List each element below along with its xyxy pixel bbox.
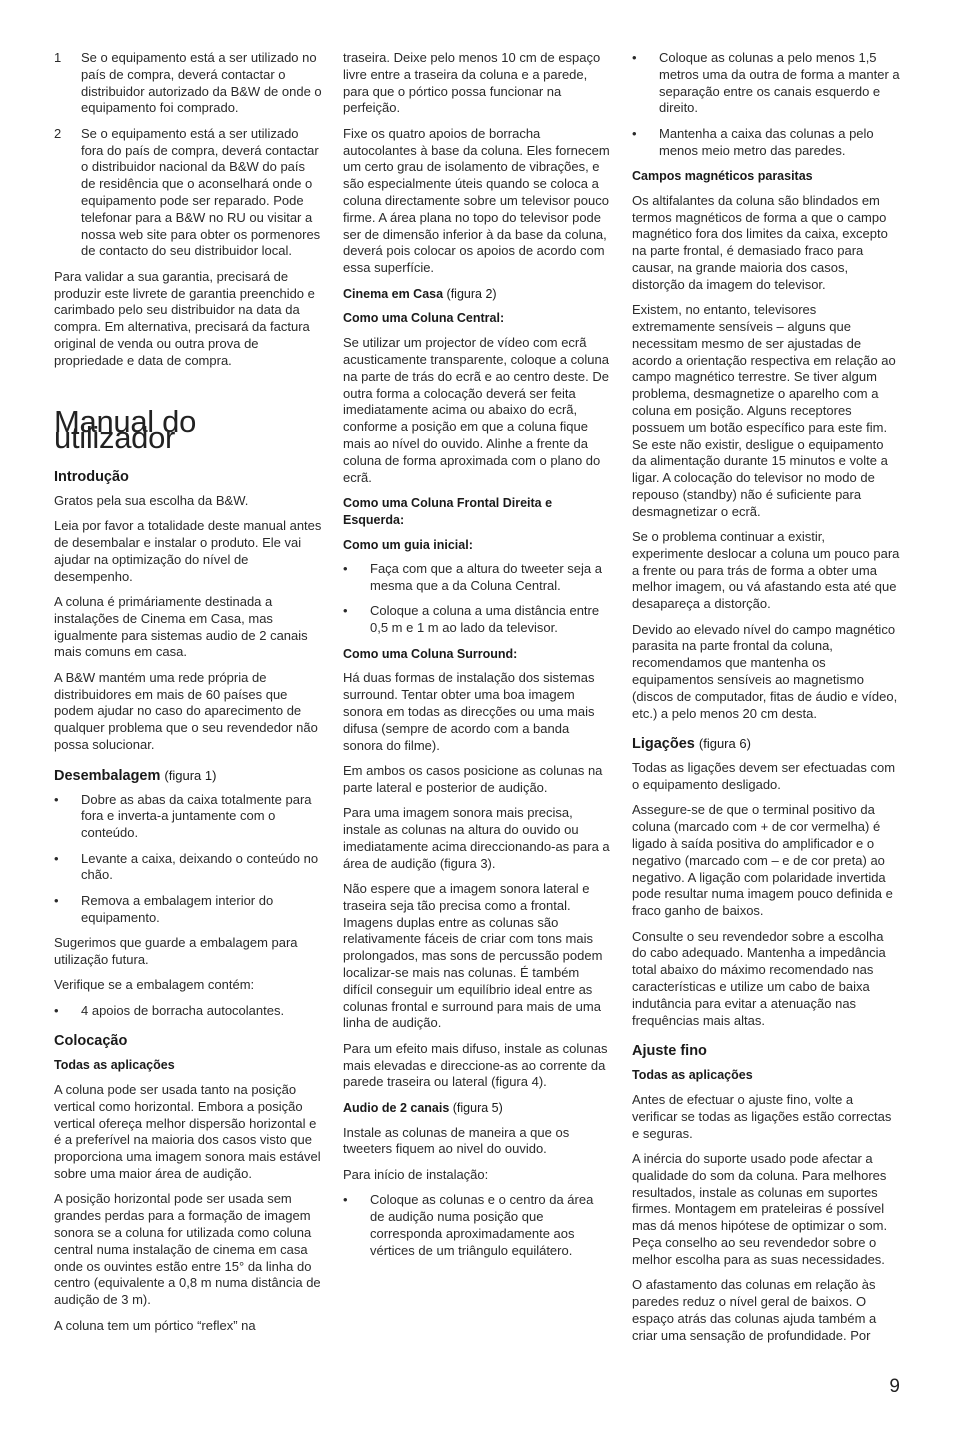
paragraph: A coluna é primáriamente destinada a instalações de Cinema em Casa, mas igualmente para sistemas audio de 2 canais mais comuns em casa. [54, 594, 308, 660]
bullet-item [54, 1003, 322, 1020]
subheading-audio-2-canais [343, 1100, 611, 1117]
bullet-marker: • [54, 1002, 59, 1018]
column-1 [54, 50, 322, 1343]
paragraph: Devido ao elevado nível do campo magnético parasita na parte frontal da coluna, recomendamos que mantenha os equipamentos sensíveis ao magnetismo (discos de computador, fitas de áudio e vídeo, etc.) a pelo menos 20 cm desta. [632, 621, 898, 721]
bullet-marker: • [343, 561, 348, 577]
bullet-item [343, 603, 611, 637]
paragraph: Sugerimos que guarde a embalagem para utilização futura. [54, 935, 298, 967]
paragraph: Não espere que a imagem sonora lateral e traseira seja tão precisa como a frontal. Imagens duplas entre as colunas são relativamente fáceis de criar com tons mais prolongados, mas sons de percussão podem localizar-se mais nas colunas. É também difícil conseguir um equilíbrio ideal entre as colunas frontal e surround para mais de uma linha de audição. [343, 881, 603, 1031]
bullet-item [343, 1192, 611, 1259]
subheading-todas-aplicacoes: Todas as aplicações [54, 1058, 175, 1073]
paragraph: Todas as ligações devem ser efectuadas com o equipamento desligado. [632, 760, 896, 793]
bullet-marker: • [343, 1192, 348, 1208]
heading-text: Ajuste fino [632, 1043, 707, 1060]
bullet-text: Dobre as abas da caixa totalmente para fora e inverta-a juntamente com o conteúdo. [81, 791, 312, 841]
subheading-todas-aplicacoes: Todas as aplicações [632, 1068, 753, 1083]
paragraph: Os altifalantes da coluna são blindados em termos magnéticos de forma a que o campo magnético fora dos limites da caixa, excepto na parte frontal, é demasiado fraco para causar, na grande maioria dos casos, distorção da imagem do televisor. [632, 192, 888, 292]
paragraph: A posição horizontal pode ser usada sem grandes perdas para a formação de imagem sonora se a coluna for utilizada como coluna central numa instalação de cinema em casa onde os ouvintes estão entre 15° da linha do centro (equivalente a 0,8 m numa distância de audição de 3 m). [54, 1191, 321, 1308]
paragraph: Gratos pela sua escolha da B&W. [54, 492, 249, 508]
subheading-campos-magneticos: Campos magnéticos parasitas [632, 168, 813, 183]
subheading-coluna-surround: Como uma Coluna Surround: [343, 646, 518, 661]
bullet-item [632, 50, 900, 117]
subheading-text: Audio de 2 canais [343, 1100, 450, 1115]
paragraph: Existem, no entanto, televisores extremamente sensíveis – alguns que necessitam mesmo de ser ajustadas de acordo a orientação respectiva em relação ao campo magnético terrestre. Se tiver algum problema, desmagnetize o aparelho com a coluna em posição. Alguns receptores possuem um botão específico para este fim. Se este não existir, desligue o equipamento da alimentação durante 15 minutos e volte a ligar. A colocação do televisor no modo de repouso (standby) não é suficiente para desmagnetizar o ecrã. [632, 302, 896, 519]
bullet-marker: • [54, 791, 59, 807]
heading-text: Ligações [632, 736, 695, 753]
subheading-guia-inicial: Como um guia inicial: [343, 537, 473, 552]
paragraph: Verifique se a embalagem contém: [54, 977, 255, 993]
heading-ligacoes [632, 736, 900, 753]
item-number: 1 [54, 50, 62, 65]
column-2 [343, 50, 611, 1268]
bullet-text: Mantenha a caixa das colunas a pelo menos meio metro das paredes. [659, 125, 874, 158]
paragraph: Se o problema continuar a existir, experimente deslocar a coluna um pouco para a frente ou para trás de forma a obter uma melhor imagem, ou vá afastando esta até que desapareça a distorção. [632, 529, 900, 612]
item-number: 2 [54, 125, 62, 141]
bullet-item [343, 561, 611, 595]
item-text: Se o equipamento está a ser utilizado no país de compra, deverá contactar o distribuidor autorizado da B&W de onde o equipamento foi comprado. [81, 50, 322, 116]
bullet-text: 4 apoios de borracha autocolantes. [81, 1002, 285, 1018]
bullet-marker: • [632, 125, 637, 141]
paragraph: Antes de efectuar o ajuste fino, volte a verificar se todas as ligações estão correctas e seguras. [632, 1091, 892, 1141]
paragraph: Para validar a sua garantia, precisará de produzir este livrete de garantia preenchido e carimbado pelo seu distribuidor na data da compra. Em alternativa, precisará da factura original de venda ou outra prova de propriedade e data de compra. [54, 268, 315, 368]
paragraph: Consulte o seu revendedor sobre a escolha do cabo adequado. Mantenha a impedância total abaixo do máximo recomendado nas características e utilize um cabo de baixa indutância para evitar a atenuação nas frequências mais altas. [632, 928, 886, 1028]
paragraph: A inércia do suporte usado pode afectar a qualidade do som da coluna. Para melhores resultados, instale as colunas em suportes firmes. Montagem em prateleiras é possível mas dá menos hipótese de optimizar o som. Peça conselho ao seu revendedor sobre o melhor escolha para as suas necessidades. [632, 1150, 888, 1267]
bullet-item [632, 126, 900, 160]
heading-colocacao [54, 1033, 322, 1050]
heading-text: Colocação [54, 1033, 128, 1050]
heading-text: Introdução [54, 469, 129, 486]
heading-text: Desembalagem [54, 767, 161, 784]
numbered-item [54, 126, 322, 260]
bullet-text: Faça com que a altura do tweeter seja a mesma que a da Coluna Central. [370, 561, 602, 594]
heading-ajuste-fino [632, 1043, 900, 1060]
bullet-text: Remova a embalagem interior do equipamento. [81, 892, 274, 925]
paragraph: Para uma imagem sonora mais precisa, instale as colunas na altura do ouvido ou imediatamente acima direccionando-as para a área de audição (figura 3). [343, 805, 610, 871]
subheading-coluna-central: Como uma Coluna Central: [343, 311, 505, 326]
item-text: Se o equipamento está a ser utilizado fora do país de compra, deverá contactar o distribuidor nacional da B&W do país de residência que o aconselhará onde o equipamento pode ser reparado. Pode telefonar para a B&W no RU ou visitar a nossa web site para obter os pormenores de contacto do seu distribuidor local. [81, 125, 321, 259]
bullet-marker: • [54, 892, 59, 908]
bullet-item [54, 893, 322, 927]
bullet-text: Coloque as colunas a pelo menos 1,5 metros uma da outra de forma a manter a separação entre os canais esquerdo e direito. [659, 50, 900, 116]
paragraph: A coluna tem um pórtico “reflex” na [54, 1317, 256, 1333]
paragraph: Se utilizar um projector de vídeo com ecrã acusticamente transparente, coloque a coluna na parte de trás do ecrã e ao centro deste. De outra forma a colocação deverá ser feita imediatamente acima ou abaixo do ecrã, conforme a posição em que a coluna fique mais ao nível do ouvido. Alinhe a frente da coluna de forma aproximada com o plano do ecrã. [343, 335, 609, 485]
bullet-text: Coloque as colunas e o centro da área de audição numa posição que corresponda aproximadamente aos vértices de um triângulo equilátero. [370, 1192, 594, 1258]
heading-desembalagem [54, 768, 322, 785]
page-title: Manual do utilizador [54, 403, 197, 456]
bullet-marker: • [632, 50, 637, 65]
heading-introducao [54, 469, 322, 486]
paragraph: Há duas formas de instalação dos sistemas surround. Tentar obter uma boa imagem sonora em todas as direcções ou uma mais difusa (sempre de acordo com a banda sonora do filme). [343, 670, 595, 753]
column-3 [632, 50, 900, 1353]
bullet-text: Coloque a coluna a uma distância entre 0,5 m e 1 m ao lado da televisor. [370, 603, 600, 636]
paragraph: A coluna pode ser usada tanto na posição vertical como horizontal. Embora a posição vertical ofereça melhor dispersão horizontal e é a preferível na maioria dos casos visto que proporciona uma imagem sonora mais estável sobre uma maior área de audição. [54, 1081, 321, 1181]
numbered-item [54, 50, 322, 117]
paragraph: traseira. Deixe pelo menos 10 cm de espaço livre entre a traseira da coluna e a parede, para que o pórtico possa funcionar na perfeição. [343, 50, 601, 116]
paragraph: Para início de instalação: [343, 1166, 489, 1182]
bullet-item [54, 851, 322, 885]
paragraph: Em ambos os casos posicione as colunas na parte lateral e posterior de audição. [343, 763, 603, 795]
figure-reference: (figura 2) [446, 286, 497, 301]
bullet-item [54, 792, 322, 842]
figure-reference: (figura 6) [698, 736, 751, 752]
figure-reference: (figura 1) [164, 767, 217, 783]
bullet-marker: • [54, 850, 59, 866]
paragraph: Assegure-se de que o terminal positivo da coluna (marcado com + de cor vermelha) é ligado à saída positiva do amplificador e o negativo (marcado com – e de cor preta) ao negativo. A ligação com polaridade invertida pode resultar numa imagem pouco definida e fraco ganho de baixos. [632, 802, 893, 919]
paragraph: O afastamento das colunas em relação às paredes reduz o nível geral de baixos. O espaço atrás das colunas ajuda também a criar uma sensação de profundidade. Por [632, 1277, 877, 1343]
paragraph: Instale as colunas de maneira a que os tweeters fiquem ao nivel do ouvido. [343, 1124, 570, 1157]
paragraph: Para um efeito mais difuso, instale as colunas mais elevadas e direccione-as ao corrente da parede traseira ou lateral (figura 4). [343, 1040, 608, 1090]
figure-reference: (figura 5) [452, 1100, 503, 1115]
subheading-text: Cinema em Casa [343, 286, 444, 301]
paragraph: Fixe os quatro apoios de borracha autocolantes à base da coluna. Eles fornecem um certo grau de isolamento de vibrações, e são especialmente úteis quando se coloca a coluna directamente sobre um televisor pouco firme. A área plana no topo do televisor pode ser de dimensão inferior à da base da coluna, deverá pois colocar os apoios de acordo com essa superfície. [343, 125, 610, 276]
bullet-marker: • [343, 603, 348, 619]
bullet-text: Levante a caixa, deixando o conteúdo no chão. [81, 850, 319, 883]
subheading-coluna-frontal: Como uma Coluna Frontal Direita e Esquerda: [343, 495, 553, 527]
subheading-cinema-em-casa [343, 286, 611, 303]
paragraph: Leia por favor a totalidade deste manual antes de desembalar e instalar o produto. Ele vai ajudar na optimização do nível de desempenho. [54, 518, 322, 584]
paragraph: A B&W mantém uma rede própria de distribuidores em mais de 60 países que podem ajudar no caso do aparecimento de qualquer problema que o seu revendedor não possa solucionar. [54, 669, 318, 753]
page-number: 9 [889, 1376, 900, 1397]
